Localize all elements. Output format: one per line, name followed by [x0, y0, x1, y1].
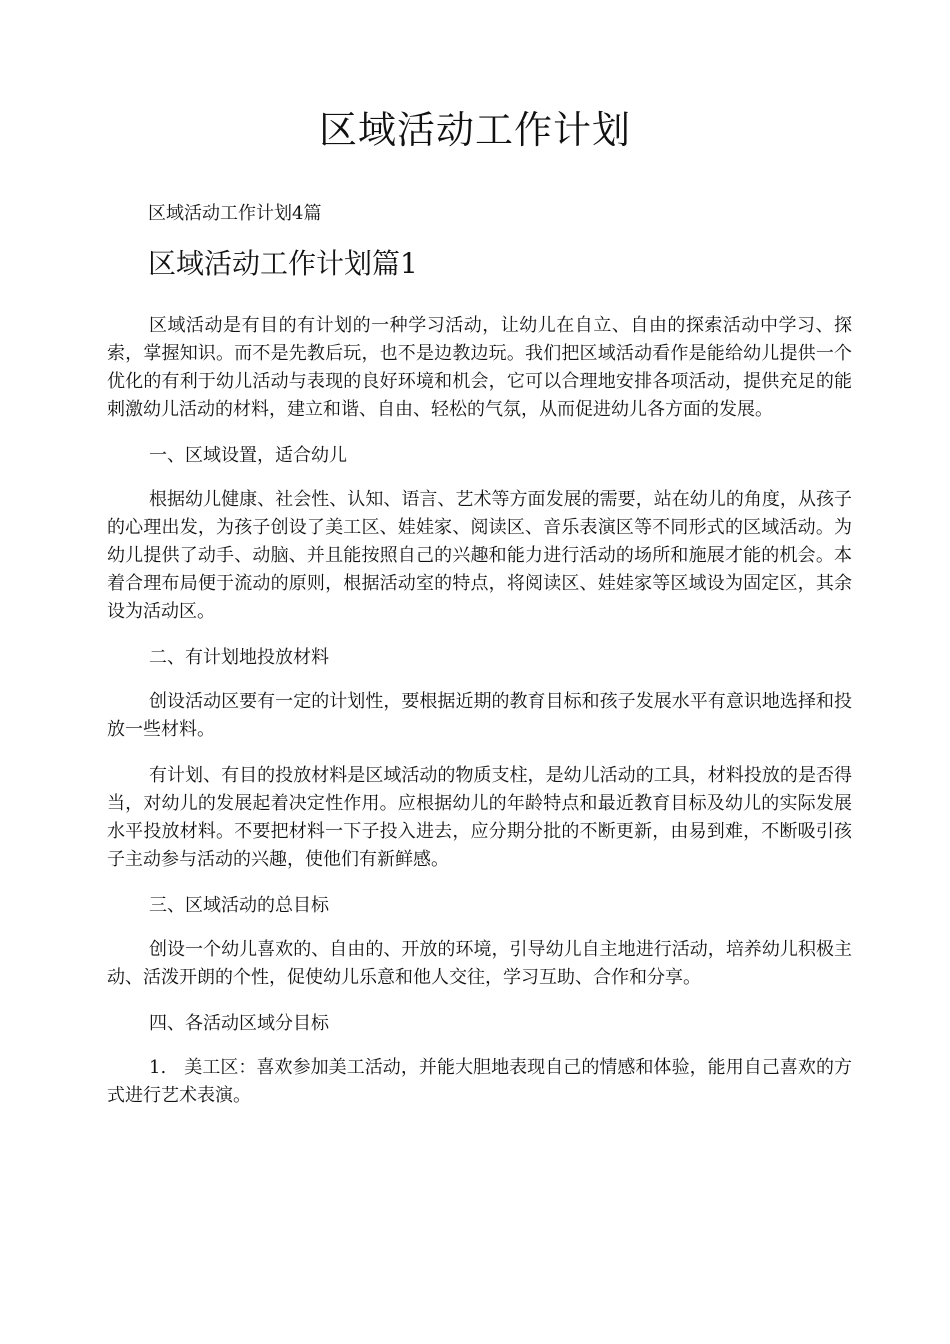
document-subtitle: 区域活动工作计划4篇 [148, 203, 322, 224]
paragraph-materials-purpose: 有计划、有目的投放材料是区域活动的物质支柱，是幼儿活动的工具，材料投放的是否得当，对幼儿的发展起着决定性作用。应根据幼儿的年龄特点和最近教育目标及幼儿的实际发展水平投放材料。不要把材料一下子投入进去，应分期分批的不断更新，由易到难，不断吸引孩子主动参与活动的兴趣，使他们有新鲜感。 [107, 765, 852, 870]
body-text [107, 312, 852, 1128]
document-title: 区域活动工作计划 [318, 108, 631, 152]
paragraph-materials-plan: 创设活动区要有一定的计划性，要根据近期的教育目标和孩子发展水平有意识地选择和投放一些材料。 [107, 691, 852, 740]
subheading-area-goals: 四、各活动区域分目标 [149, 1013, 329, 1034]
subheading-materials: 二、有计划地投放材料 [149, 647, 329, 668]
paragraph-intro: 区域活动是有目的有计划的一种学习活动，让幼儿在自立、自由的探索活动中学习、探索，掌握知识。而不是先教后玩，也不是边教边玩。我们把区域活动看作是能给幼儿提供一个优化的有利于幼儿活动与表现的良好环境和机会，它可以合理地安排各项活动，提供充足的能刺激幼儿活动的材料，建立和谐、自由、轻松的气氛，从而促进幼儿各方面的发展。 [107, 315, 852, 420]
paragraph-area-setup: 根据幼儿健康、社会性、认知、语言、艺术等方面发展的需要，站在幼儿的角度，从孩子的心理出发，为孩子创设了美工区、娃娃家、阅读区、音乐表演区等不同形式的区域活动。为幼儿提供了动手、动脑、并且能按照自己的兴趣和能力进行活动的场所和施展才能的机会。本着合理布局便于流动的原则，根据活动室的特点，将阅读区、娃娃家等区域设为固定区，其余设为活动区。 [107, 489, 852, 622]
section-heading: 区域活动工作计划篇1 [148, 247, 418, 280]
paragraph-art-area: 1. 美工区：喜欢参加美工活动，并能大胆地表现自己的情感和体验，能用自己喜欢的方式进行艺术表演。 [107, 1057, 852, 1106]
subheading-area-setup: 一、区域设置，适合幼儿 [149, 445, 347, 466]
subheading-overall-goals: 三、区域活动的总目标 [149, 895, 329, 916]
paragraph-overall-goals: 创设一个幼儿喜欢的、自由的、开放的环境，引导幼儿自主地进行活动，培养幼儿积极主动、活泼开朗的个性，促使幼儿乐意和他人交往，学习互助、合作和分享。 [107, 939, 852, 988]
